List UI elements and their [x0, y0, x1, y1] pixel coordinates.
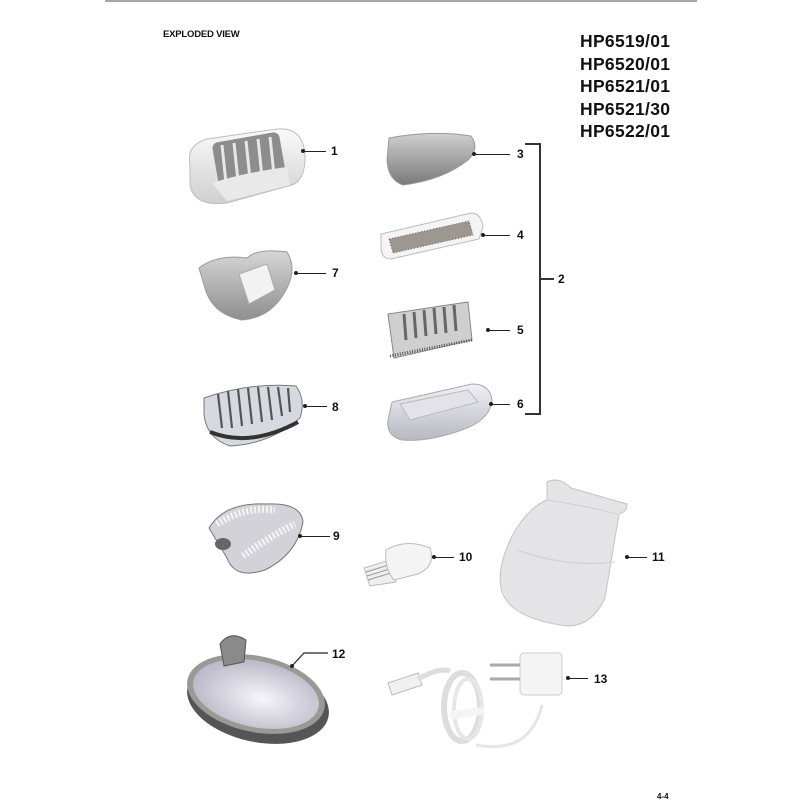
shaving-head-frame-image — [386, 380, 496, 443]
callout-leader — [488, 330, 510, 331]
part-number-2: 2 — [558, 272, 565, 286]
part-number-1: 1 — [331, 144, 338, 158]
part-number-4: 4 — [517, 228, 524, 242]
page-number: 4-4 — [657, 792, 669, 801]
part-number-8: 8 — [332, 400, 339, 414]
part-number-6: 6 — [517, 397, 524, 411]
trimming-comb-image — [200, 378, 305, 448]
cleaning-brush-image — [360, 538, 435, 588]
model-number: HP6519/01 — [580, 31, 671, 51]
callout-leader — [305, 406, 327, 407]
part-number-3: 3 — [517, 147, 524, 161]
part-number-5: 5 — [517, 323, 524, 337]
part-number-12: 12 — [332, 647, 346, 661]
callout-leader — [300, 536, 330, 537]
massage-cap-image — [205, 498, 305, 578]
callout-leader — [303, 151, 326, 152]
part-number-7: 7 — [332, 266, 339, 280]
callout-leader — [568, 678, 588, 679]
callout-leader — [627, 557, 647, 558]
part-number-9: 9 — [333, 529, 340, 543]
callout-leader — [474, 154, 510, 155]
callout-leader — [483, 235, 510, 236]
part-number-11: 11 — [652, 550, 665, 564]
shaving-head-cap-image — [383, 130, 478, 187]
model-list — [580, 30, 670, 143]
part-number-13: 13 — [594, 672, 608, 686]
model-number: HP6521/01 — [580, 76, 671, 96]
epilator-head-image — [182, 125, 307, 207]
cutter-unit-image — [386, 300, 476, 362]
adapter-image — [380, 645, 570, 760]
top-rule — [105, 0, 697, 2]
callout-leader — [491, 404, 510, 405]
part-number-10: 10 — [459, 550, 473, 564]
section-title: EXPLODED VIEW — [163, 29, 240, 40]
pouch-image — [497, 478, 632, 628]
shaving-foil-image — [379, 209, 485, 261]
model-number: HP6520/01 — [580, 53, 671, 74]
bracket-bottom — [525, 413, 540, 415]
model-number: HP6521/30 — [580, 98, 671, 119]
callout-leader — [290, 650, 330, 670]
bracket-branch — [540, 278, 554, 280]
bracket-top — [525, 143, 540, 145]
callout-leader — [296, 273, 326, 274]
model-number: HP6522/01 — [580, 121, 671, 141]
callout-leader — [434, 557, 454, 558]
exfoliation-brush-image — [180, 630, 330, 742]
sensitive-area-cap-image — [197, 248, 297, 323]
